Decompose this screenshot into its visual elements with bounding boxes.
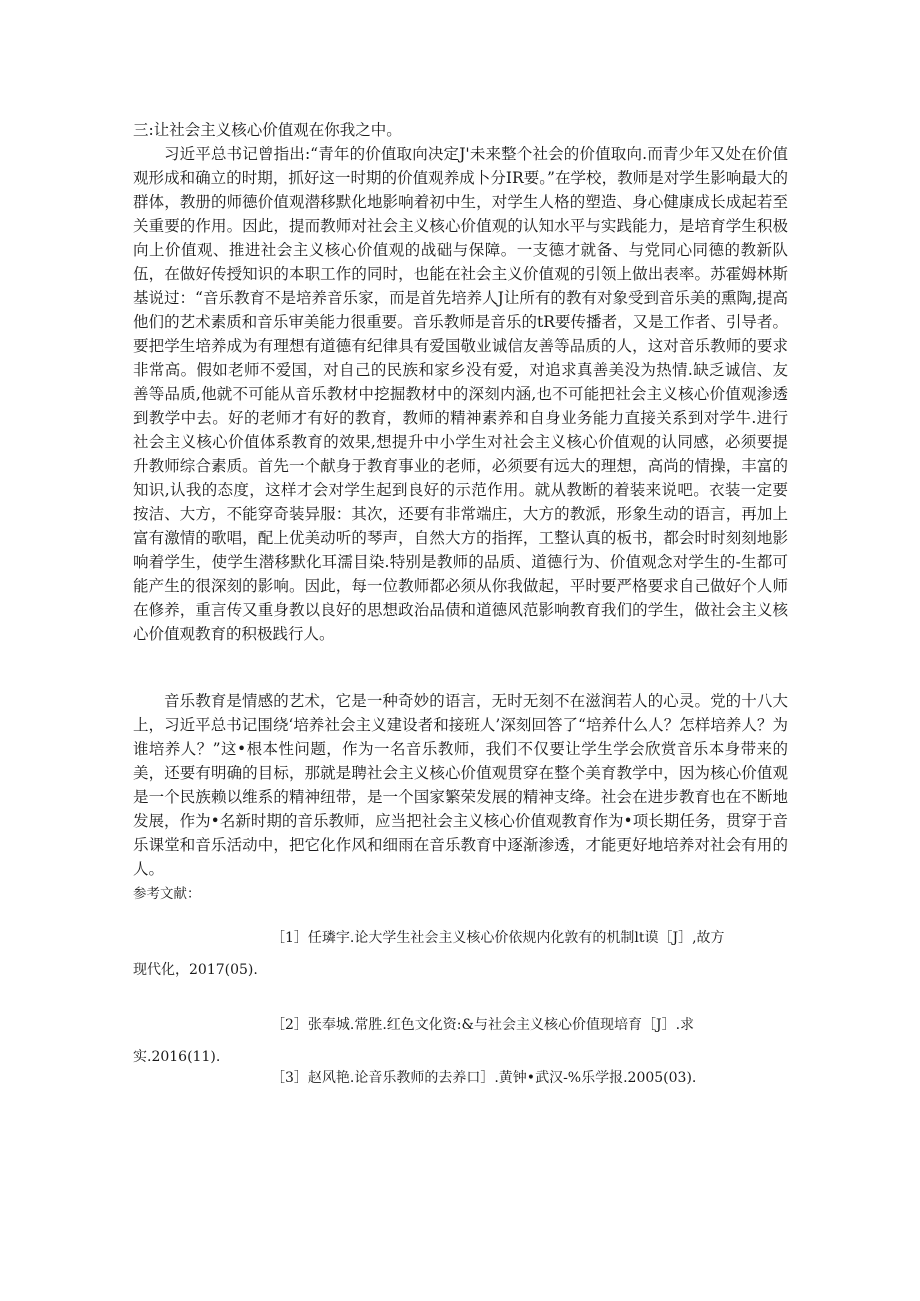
reference-2-line-2: 实.2016(11).: [133, 1049, 221, 1065]
reference-2-line-1: ［2］张奉城.常胜.红色文化资:&与社会主义核心价值现培育［J］.求: [271, 1017, 695, 1033]
reference-3-line-1: ［3］赵风艳.论音乐教师的去养口］.黄钟•武汉-%乐学报.2005(03).: [271, 1070, 697, 1086]
body-paragraph-2: 音乐教育是情感的艺术，它是一种奇妙的语言，无时无刻不在滋润若人的心灵。党的十八大上，习近平总书记围绕‘培养社会主义建设者和接班人’深刻回答了“培养什么人？怎样培养人？为谁培养人？”这•根本性问题，作为一名音乐教师，我们不仅要让学生学会欣赏音乐本身带来的美，还要有明确的目标，那就是聘社会主义核心价值观贯穿在整个美育教学中，因为核心价值观是一个民族赖以维系的精神纽带，是一个国家繁荣发展的精神支绛。社会在进步教育也在不断地发展，作为•名新时期的音乐教师，应当把社会主义核心价值观教育作为•项长期任务，贯穿于音乐课堂和音乐活动中，把它化作风和细雨在音乐教育中逐渐渗透，才能更好地培养对社会有用的人。: [133, 692, 788, 878]
reference-1-line-1: ［1］任璘宇.论大学生社会主义核心价依规内化敦有的机制lt谟［J］,故方: [271, 930, 725, 946]
reference-1-line-2: 现代化，2017(05).: [133, 962, 258, 978]
reference-item-1: [133, 922, 788, 986]
body-paragraph-1: 习近平总书记曾指出:“青年的价值取向决定J'未来整个社会的价值取向.而青少年又处在价值观形成和确立的时期，抓好这一时期的价值观养成卜分IR要。”在学校，教师是对学生影响最大的群体，教册的师德价值观潜移默化地影响着初中生，对学生人格的塑造、身心健康成长成起若至关重要的作用。因此，提而教师对社会主义核心价值观的认知水平与实践能力，是培育学生积极向上价值观、推进社会主义核心价值观的战础与保障。一支德才就备、与党同心同德的教新队伍，在做好传授知识的本职工作的同时，也能在社会主义价值观的引领上做出表率。苏霍姆林斯基说过：“音乐教育不是培养音乐家，而是首先培养人J让所有的教有对象受到音乐美的熏陶,提高他们的艺术素质和音乐审美能力很重要。音乐教师是音乐的tR要传播者，又是工作者、引导者。要把学生培养成为有理想有道德有纪律具有爱国敬业诚信友善等品质的人，这对音乐教师的要求非常高。假如老师不爱国，对自己的民族和家乡没有爱，对追求真善美没为热情.缺乏诚信、友善等品质,他就不可能从音乐教材中挖掘教材中的深刻内涵,也不可能把社会主义核心价值观渗透到教学中去。好的老师才有好的教育，教师的精神素养和自身业务能力直接关系到对学牛.进行社会主义核心价值体系教育的效果,想提升中小学生对社会主义核心价值观的认同感，必须要提升教师综合素质。首先一个献身于教育事业的老师，必须要有远大的理想，高尚的情操，丰富的知识,认我的态度，这样才会对学生起到良好的示范作用。就从教断的着装来说吧。衣装一定要按洁、大方，不能穿奇装异服：其次，还要有非常端庄，大方的教派，形象生动的语言，再加上富有激情的歌唱，配上优美动听的琴声，自然大方的指挥，工整认真的板书，都会时时刻刻地影响着学生，使学生潜移默化耳濡目染.特别是教师的品质、道德行为、价值观念对学生的-生都可能产生的很深刻的影响。因此，每一位教师都必须从你我做起，平时要严格要求自己做好个人师在修养，重言传又重身教以良好的思想政治品债和道德风范影响教育我们的学生，做社会主义核心价值观教育的积极践行人。: [133, 145, 788, 643]
references-label: 参考文献：: [133, 886, 201, 902]
reference-item-3: [133, 1062, 788, 1094]
section-heading: 三:让社会主义核心价值观在你我之中。: [133, 121, 402, 139]
